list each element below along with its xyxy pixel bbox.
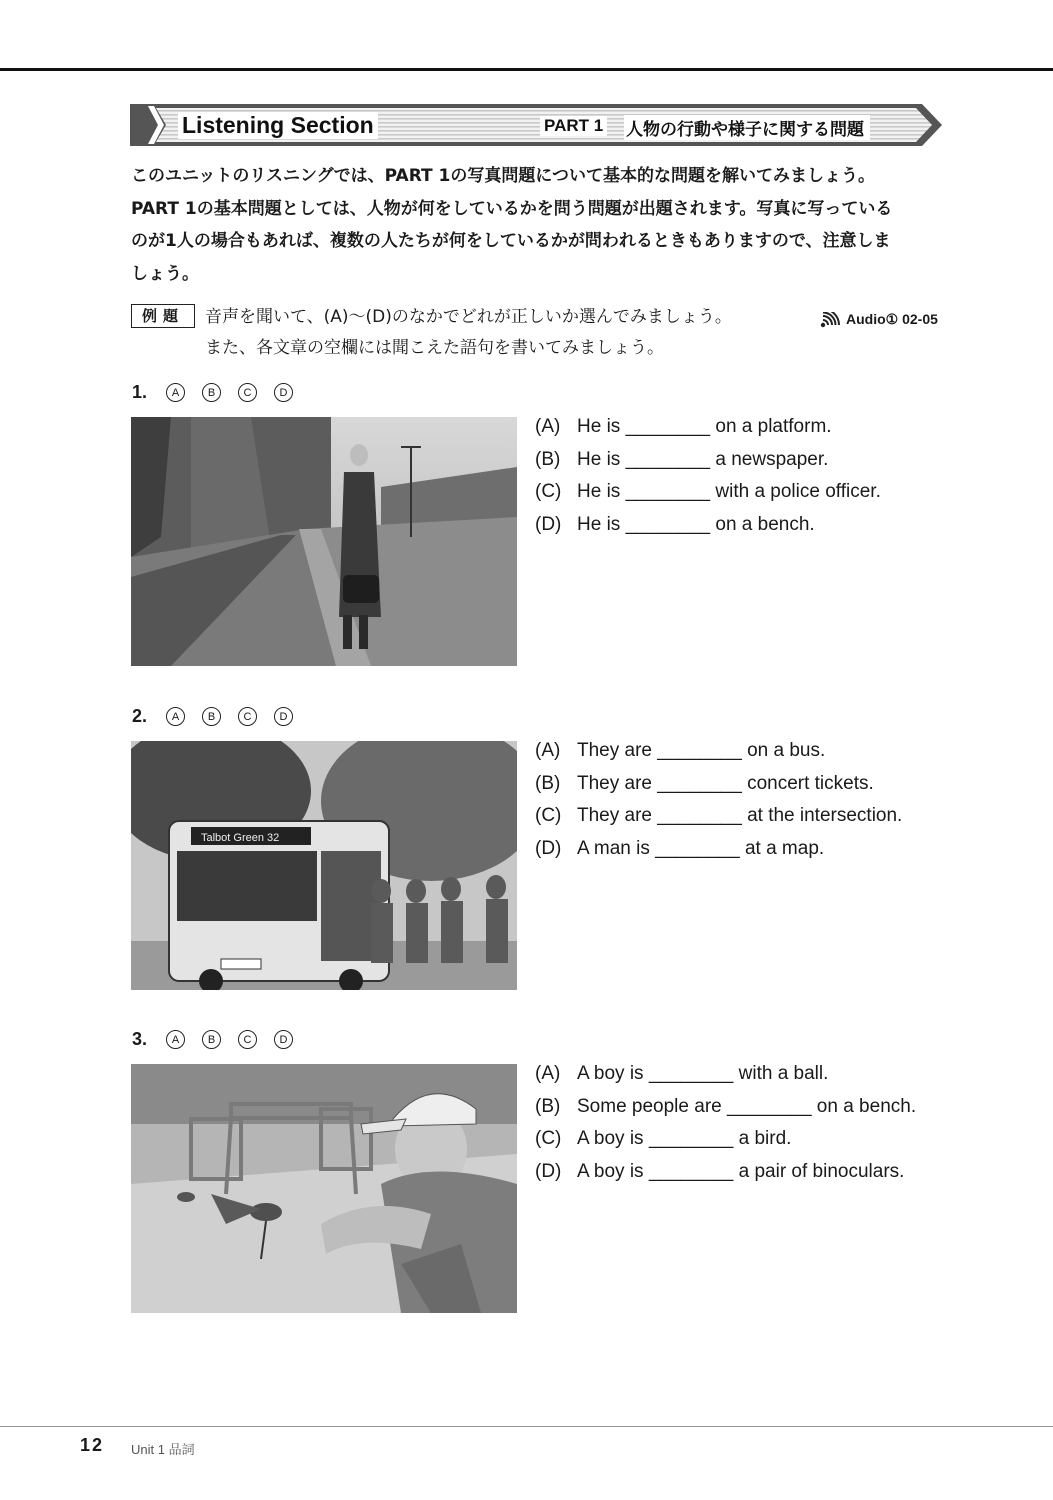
bus-destination-sign: Talbot Green 32 — [201, 832, 280, 844]
choice-letter: (A) — [535, 1063, 561, 1084]
choice-text: He is ________ with a police officer. — [577, 481, 881, 503]
example-instructions — [205, 302, 805, 364]
choice-text: A man is ________ at a map. — [577, 838, 825, 860]
answer-option-c[interactable]: C — [238, 383, 257, 402]
answer-option-c[interactable]: C — [238, 707, 257, 726]
choice-c — [535, 1123, 916, 1156]
intro-line: PART 1の基本問題としては、人物が何をしているかを問う問題が出題されます。写真に写っている — [131, 198, 893, 219]
choice-b — [535, 1091, 916, 1124]
page-number: 12 — [80, 1435, 105, 1455]
choice-text: Some people are ________ on a bench. — [577, 1095, 917, 1117]
choice-b — [535, 444, 881, 477]
choice-text: He is ________ on a platform. — [577, 416, 832, 437]
answer-option-b[interactable]: B — [202, 707, 221, 726]
choice-text: They are ________ on a bus. — [577, 740, 826, 761]
section-title: Listening Section — [178, 112, 378, 139]
choice-text: A boy is ________ a pair of binoculars. — [577, 1161, 905, 1183]
question-3-choices — [535, 1058, 916, 1189]
question-1-photo — [131, 417, 517, 666]
choice-text: A boy is ________ a bird. — [577, 1128, 792, 1150]
question-2-choices — [535, 735, 902, 866]
audio-reference[interactable] — [820, 311, 938, 328]
answer-option-a[interactable]: A — [166, 707, 185, 726]
top-rule — [0, 68, 1053, 71]
part-title: 人物の行動や様子に関する問題 — [624, 115, 870, 140]
choice-letter: (B) — [535, 1095, 561, 1117]
section-banner — [130, 102, 942, 148]
choice-text: They are ________ concert tickets. — [577, 772, 874, 794]
audio-waves-icon — [820, 312, 842, 328]
choice-c — [535, 800, 902, 833]
intro-line: このユニットのリスニングでは、PART 1の写真問題について基本的な問題を解いてみましょう。 — [131, 166, 876, 186]
question-1-header — [132, 382, 310, 403]
answer-option-a[interactable]: A — [166, 383, 185, 402]
footer-rule — [0, 1426, 1053, 1427]
choice-letter: (A) — [535, 416, 561, 437]
audio-label: Audio① 02-05 — [846, 311, 938, 327]
choice-letter: (D) — [535, 1161, 562, 1183]
intro-line: のが1人の場合もあれば、複数の人たちが何をしているかが問われるときもありますので、注意しま — [131, 231, 891, 251]
choice-letter: (B) — [535, 448, 561, 470]
answer-option-a[interactable]: A — [166, 1030, 185, 1049]
question-3-header — [132, 1029, 310, 1050]
choice-letter: (D) — [535, 514, 562, 536]
answer-option-b[interactable]: B — [202, 1030, 221, 1049]
question-3-photo — [131, 1064, 517, 1313]
choice-letter: (C) — [535, 481, 562, 503]
choice-text: They are ________ at the intersection. — [577, 805, 903, 827]
answer-option-d[interactable]: D — [274, 383, 293, 402]
instruction-line: 音声を聞いて、(A)～(D)のなかでどれが正しいか選んでみましょう。 — [205, 307, 732, 327]
choice-letter: (C) — [535, 1128, 562, 1150]
choice-letter: (C) — [535, 805, 562, 827]
question-2-header — [132, 706, 310, 727]
choice-a — [535, 411, 881, 444]
question-2-photo — [131, 741, 517, 990]
choice-a — [535, 1058, 916, 1091]
question-1-choices — [535, 411, 881, 542]
intro-paragraph — [131, 160, 951, 290]
answer-option-d[interactable]: D — [274, 707, 293, 726]
unit-label: Unit 1 品詞 — [131, 1442, 195, 1457]
choice-a — [535, 735, 902, 768]
question-number: 3. — [132, 1029, 148, 1049]
choice-letter: (B) — [535, 772, 561, 794]
choice-c — [535, 476, 881, 509]
instruction-line: また、各文章の空欄には聞こえた語句を書いてみましょう。 — [205, 338, 664, 358]
choice-text: A boy is ________ with a ball. — [577, 1063, 829, 1084]
question-number: 2. — [132, 706, 148, 726]
choice-letter: (A) — [535, 740, 561, 761]
choice-letter: (D) — [535, 838, 562, 860]
intro-line: しょう。 — [131, 263, 199, 284]
choice-d — [535, 509, 881, 542]
choice-b — [535, 768, 902, 801]
example-badge: 例題 — [131, 304, 195, 328]
choice-d — [535, 1156, 916, 1189]
answer-option-d[interactable]: D — [274, 1030, 293, 1049]
choice-text: He is ________ a newspaper. — [577, 448, 829, 470]
question-number: 1. — [132, 382, 148, 402]
answer-option-b[interactable]: B — [202, 383, 221, 402]
part-label: PART 1 — [540, 116, 607, 136]
choice-text: He is ________ on a bench. — [577, 514, 815, 536]
choice-d — [535, 833, 902, 866]
answer-option-c[interactable]: C — [238, 1030, 257, 1049]
